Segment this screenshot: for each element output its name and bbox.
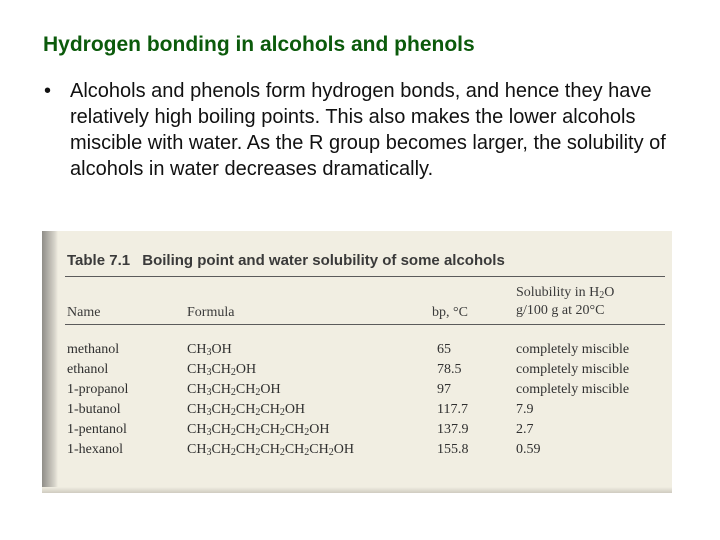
cell-name: methanol bbox=[67, 342, 120, 357]
cell-bp: 117.7 bbox=[437, 402, 468, 417]
header-formula: Formula bbox=[187, 305, 235, 320]
cell-bp: 97 bbox=[437, 382, 451, 397]
cell-formula: $CH_3OH$ bbox=[187, 342, 232, 358]
slide-title: Hydrogen bonding in alcohols and phenols bbox=[43, 33, 475, 56]
table-caption bbox=[67, 252, 505, 269]
cell-name: 1-pentanol bbox=[67, 422, 127, 437]
cell-formula: $CH_3CH_2CH_2CH_2CH_2OH$ bbox=[187, 422, 330, 438]
bullet-symbol: • bbox=[44, 80, 52, 102]
cell-solubility: 0.59 bbox=[516, 442, 541, 457]
table-top-rule bbox=[65, 276, 665, 277]
cell-formula: $CH_3CH_2CH_2CH_2CH_2CH_2OH$ bbox=[187, 442, 354, 458]
cell-formula: $CH_3CH_2CH_2OH$ bbox=[187, 382, 281, 398]
table-caption-text: Boiling point and water solubility of some alcohols bbox=[142, 252, 505, 269]
cell-bp: 78.5 bbox=[437, 362, 462, 377]
cell-bp: 137.9 bbox=[437, 422, 469, 437]
table-header-rule bbox=[65, 324, 665, 325]
cell-name: 1-butanol bbox=[67, 402, 121, 417]
header-bp: bp, °C bbox=[432, 305, 468, 320]
cell-formula: $CH_3CH_2OH$ bbox=[187, 362, 257, 378]
cell-name: 1-propanol bbox=[67, 382, 129, 397]
header-name: Name bbox=[67, 305, 101, 320]
cell-solubility: completely miscible bbox=[516, 362, 630, 377]
bullet-text: Alcohols and phenols form hydrogen bonds, and hence they have relatively high boiling points. This also makes the lower alcohols miscible with water. As the R group becomes larger, the solubility of alcohols in water decreases dramatically. bbox=[70, 80, 666, 180]
cell-bp: 65 bbox=[437, 342, 451, 357]
scanned-table-image bbox=[42, 231, 672, 493]
cell-solubility: completely miscible bbox=[516, 382, 630, 397]
cell-formula: $CH_3CH_2CH_2CH_2OH$ bbox=[187, 402, 306, 418]
cell-name: 1-hexanol bbox=[67, 442, 123, 457]
scan-bottom-shadow bbox=[42, 487, 672, 493]
cell-name: ethanol bbox=[67, 362, 109, 377]
cell-solubility: 7.9 bbox=[516, 402, 534, 417]
scan-edge-shadow bbox=[42, 231, 58, 493]
cell-bp: 155.8 bbox=[437, 442, 469, 457]
cell-solubility: 2.7 bbox=[516, 422, 534, 437]
bullet-item bbox=[44, 78, 684, 182]
table-number: Table 7.1 bbox=[67, 252, 131, 269]
header-solubility-line2: g/100 g at 20°C bbox=[516, 303, 605, 318]
cell-solubility: completely miscible bbox=[516, 342, 630, 357]
header-solubility-line1: Solubility in $H_2O$ bbox=[516, 285, 615, 301]
